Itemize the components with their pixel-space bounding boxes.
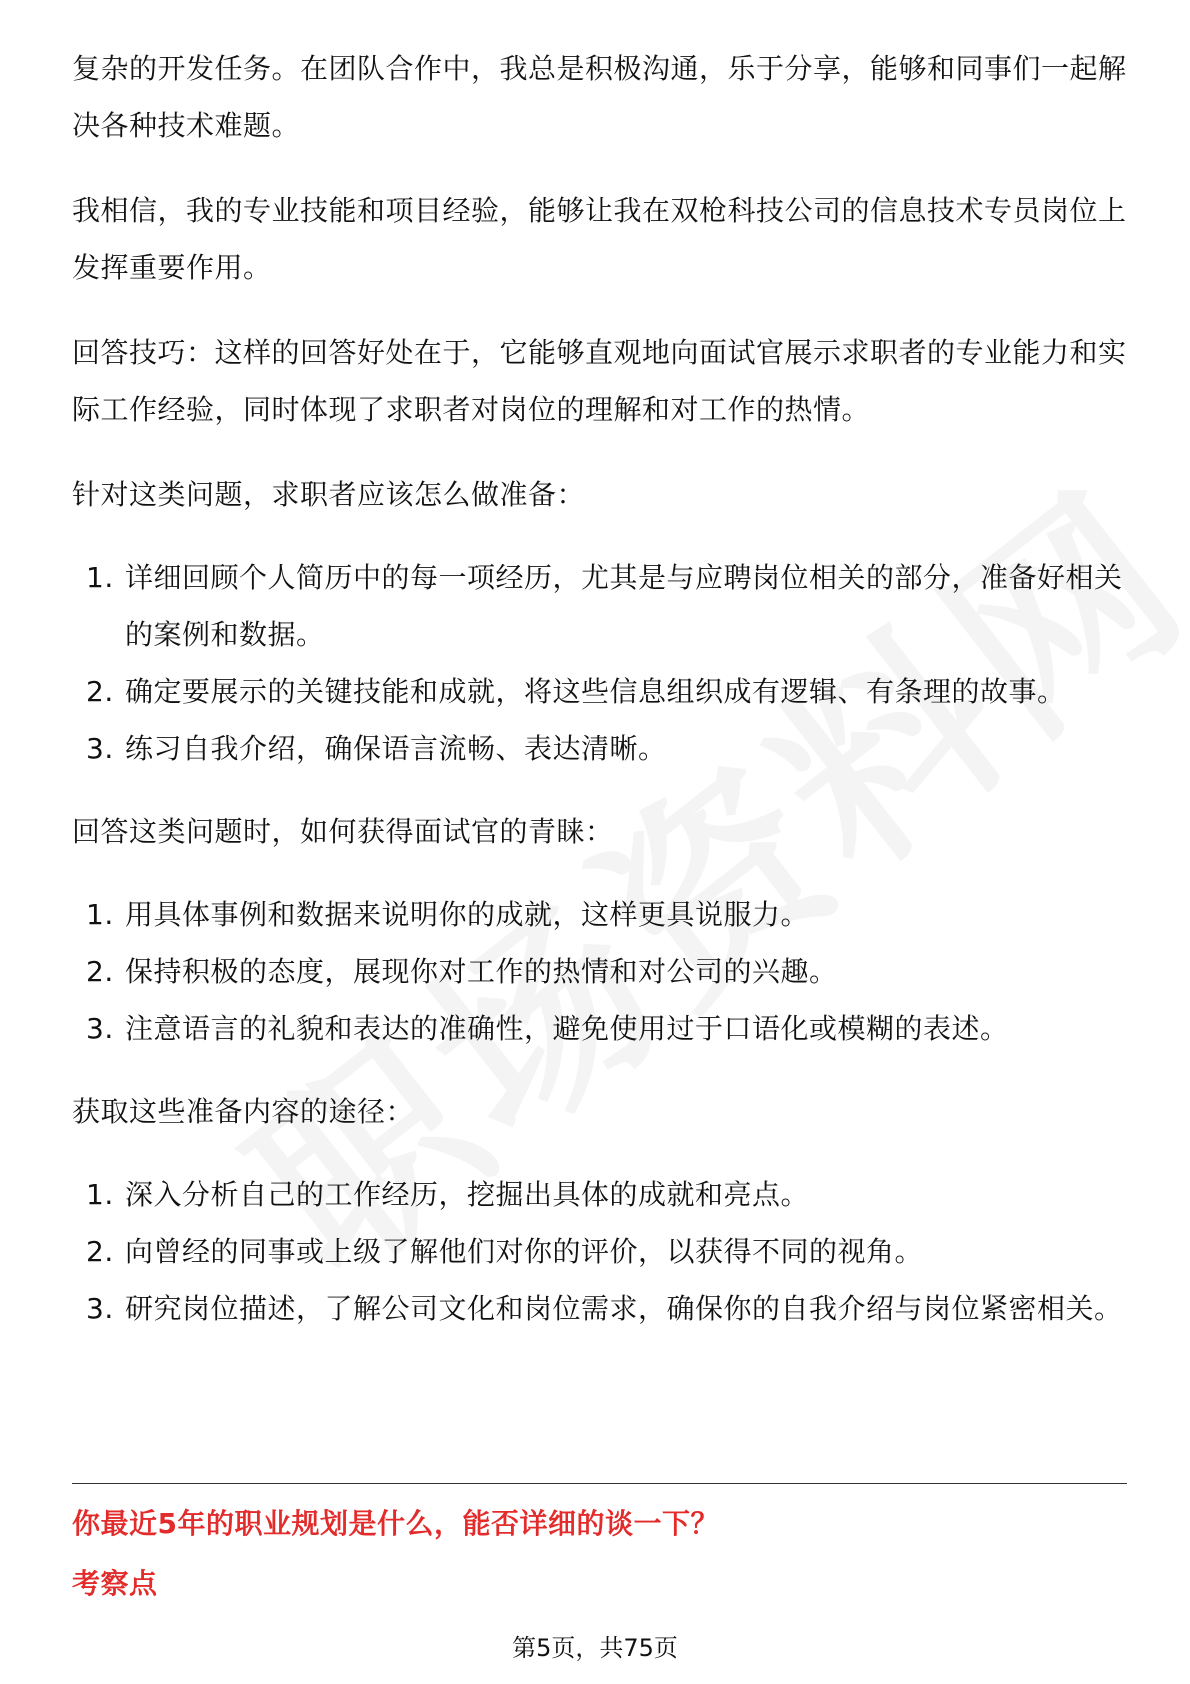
paragraph-continuation: 复杂的开发任务。在团队合作中，我总是积极沟通，乐于分享，能够和同事们一起解决各种技术难题。: [72, 52, 1127, 142]
list-item: 1. 详细回顾个人简历中的每一项经历，尤其是与应聘岗位相关的部分，准备好相关的案例和数据。: [86, 561, 1123, 651]
list-item: 2. 向曾经的同事或上级了解他们对你的评价，以获得不同的视角。: [86, 1235, 924, 1268]
section-divider: [72, 1483, 1127, 1484]
list-item: 1. 用具体事例和数据来说明你的成就，这样更具说服力。: [86, 898, 810, 931]
paragraph-answer-tip: 回答技巧：这样的回答好处在于，它能够直观地向面试官展示求职者的专业能力和实际工作经验，同时体现了求职者对岗位的理解和对工作的热情。: [72, 336, 1127, 426]
list-item: 1. 深入分析自己的工作经历，挖掘出具体的成就和亮点。: [86, 1178, 810, 1211]
document-body: [72, 40, 1127, 1337]
list-item: 3. 注意语言的礼貌和表达的准确性，避免使用过于口语化或模糊的表述。: [86, 1012, 1009, 1045]
list-item: 3. 研究岗位描述，了解公司文化和岗位需求，确保你的自我介绍与岗位紧密相关。: [86, 1292, 1123, 1325]
list-item: 2. 保持积极的态度，展现你对工作的热情和对公司的兴趣。: [86, 955, 838, 988]
next-question-title: 你最近5年的职业规划是什么，能否详细的谈一下？: [72, 1507, 719, 1540]
paragraph-conclusion: 我相信，我的专业技能和项目经验，能够让我在双枪科技公司的信息技术专员岗位上发挥重要作用。: [72, 194, 1127, 284]
list-impress: [72, 886, 1127, 1057]
list-sources: [72, 1166, 1127, 1337]
heading-preparation: 针对这类问题，求职者应该怎么做准备：: [72, 478, 586, 511]
heading-sources: 获取这些准备内容的途径：: [72, 1095, 415, 1128]
next-question-subhead: 考察点: [72, 1567, 158, 1600]
list-item: 2. 确定要展示的关键技能和成就，将这些信息组织成有逻辑、有条理的故事。: [86, 675, 1066, 708]
list-item: 3. 练习自我介绍，确保语言流畅、表达清晰。: [86, 732, 667, 765]
page-number: 第5页，共75页: [512, 1634, 678, 1662]
list-preparation: [72, 549, 1127, 777]
heading-impress: 回答这类问题时，如何获得面试官的青睐：: [72, 815, 614, 848]
